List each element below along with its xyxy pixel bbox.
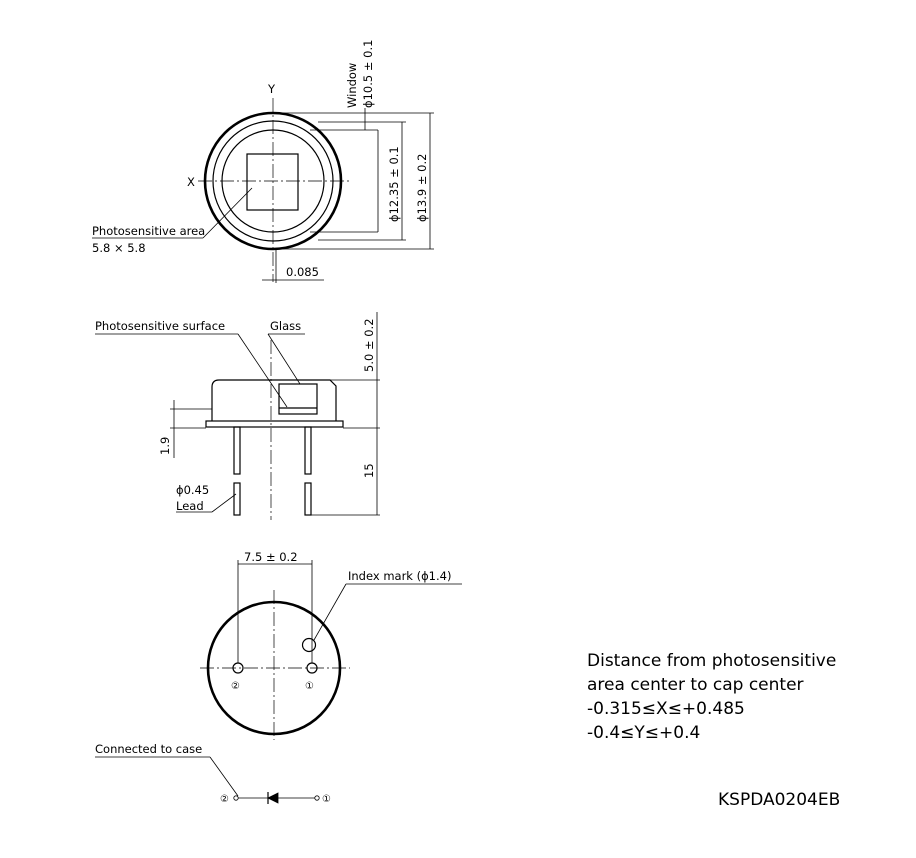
diode-triangle <box>268 793 278 803</box>
schematic-pin1: ① <box>322 794 331 805</box>
schematic <box>95 742 331 805</box>
glass-window <box>279 384 317 414</box>
lead-leader-line <box>212 494 236 512</box>
schematic-terminal-1 <box>315 796 319 800</box>
photosensitive-area-square <box>247 154 298 210</box>
lead-left-lower <box>234 483 240 515</box>
note-line-4: -0.4≤Y≤+0.4 <box>587 723 701 743</box>
photosensitive-area-dimension: 5.8 × 5.8 <box>92 241 146 255</box>
bottom-view <box>200 550 462 740</box>
schematic-terminal-2 <box>234 796 238 800</box>
side-view <box>95 312 380 520</box>
note-line-2: area center to cap center <box>587 675 804 695</box>
tolerance-note <box>587 651 836 743</box>
surface-leader-line <box>238 334 287 407</box>
x-axis-label: X <box>187 175 195 189</box>
glass-leader-line <box>268 334 300 384</box>
lead-right-upper <box>305 427 311 474</box>
pin2-label: ② <box>231 681 240 692</box>
offset-dimension: 0.085 <box>286 265 319 279</box>
lead-right-lower <box>305 483 311 515</box>
note-line-1: Distance from photosensitive <box>587 651 837 671</box>
lead-left-upper <box>234 427 240 474</box>
index-mark-circle <box>303 639 316 652</box>
document-code: KSPDA0204EB <box>718 790 841 810</box>
connected-to-case-label: Connected to case <box>95 742 203 756</box>
photosensitive-surface-label: Photosensitive surface <box>95 319 226 333</box>
window-label: Window <box>345 62 359 108</box>
glass-label: Glass <box>270 319 302 333</box>
pin1-label: ① <box>305 681 314 692</box>
window-dimension: ϕ10.5 ± 0.1 <box>361 39 375 108</box>
base-flange <box>206 421 343 427</box>
pitch-dimension: 7.5 ± 0.2 <box>244 550 298 564</box>
lead-label: Lead <box>176 499 204 513</box>
y-axis-label: Y <box>268 82 276 96</box>
flange-dimension: 1.9 <box>158 436 172 455</box>
case-leader-line <box>210 757 238 796</box>
inner-dimension: ϕ12.35 ± 0.1 <box>387 146 401 222</box>
outer-dimension: ϕ13.9 ± 0.2 <box>415 153 429 222</box>
index-mark-label: Index mark (ϕ1.4) <box>348 569 452 583</box>
top-view <box>92 40 434 283</box>
photosensitive-area-label: Photosensitive area <box>92 224 206 238</box>
schematic-pin2: ② <box>220 794 229 805</box>
lead-length-dimension: 15 <box>362 463 376 478</box>
note-line-3: -0.315≤X≤+0.485 <box>587 699 745 719</box>
lead-diameter: ϕ0.45 <box>176 483 210 497</box>
height-dimension: 5.0 ± 0.2 <box>362 318 376 372</box>
